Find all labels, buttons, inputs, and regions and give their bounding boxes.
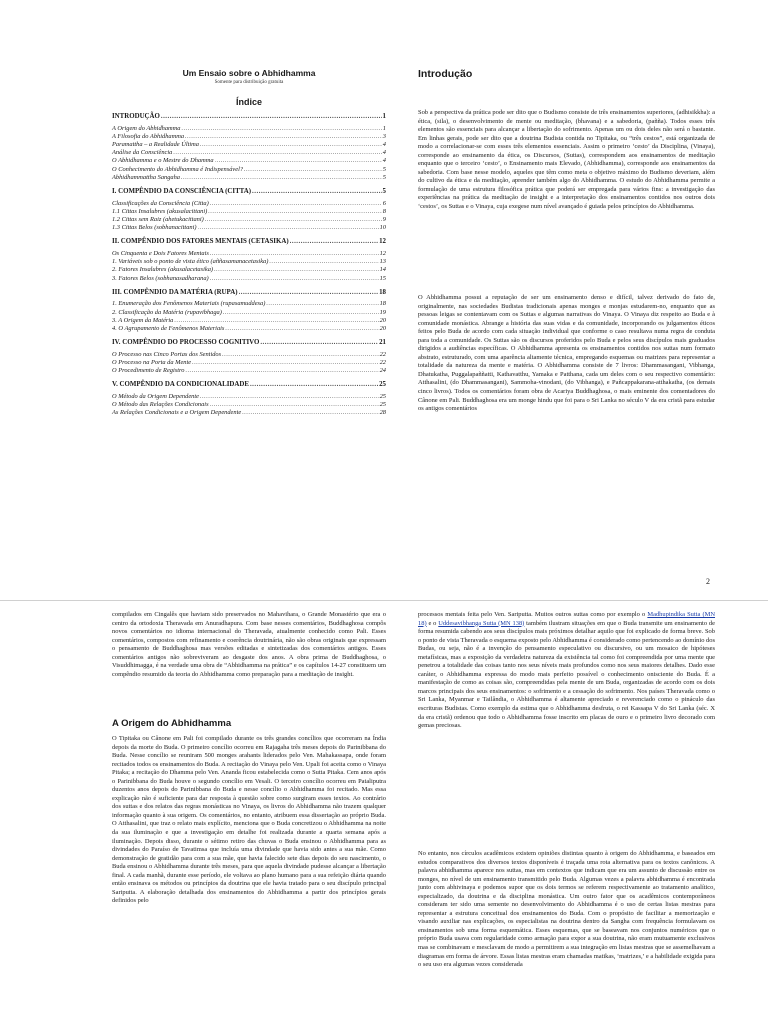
toc-entry-label: 3. Fatores Belos (sobhanasadharana) <box>112 274 209 282</box>
toc-leader-dots <box>185 133 382 141</box>
toc-entry[interactable] <box>112 250 386 258</box>
toc-entry-page: 9 <box>382 216 386 224</box>
toc-entry-page: 20 <box>379 325 386 333</box>
toc-entry[interactable] <box>112 157 386 165</box>
toc-leader-dots <box>250 381 378 390</box>
toc-entry[interactable] <box>112 381 386 390</box>
toc-entry-label: Classificações da Consciência (Citta) <box>112 199 209 207</box>
toc-leader-dots <box>210 250 379 258</box>
toc-entry-page: 4 <box>382 141 386 148</box>
table-of-contents <box>112 113 386 418</box>
toc-leader-dots <box>198 224 379 232</box>
toc-entry[interactable] <box>112 166 386 174</box>
sutta-link-mn18[interactable]: Madhupindika Sutta (MN 18) <box>418 611 716 627</box>
toc-entry-label: A Origem do Abhidhamma <box>112 124 181 132</box>
toc-entry-label: 3. A Origem da Matéria <box>112 316 174 324</box>
toc-entry[interactable] <box>112 367 386 375</box>
toc-leader-dots <box>181 125 381 133</box>
toc-leader-dots <box>210 275 379 283</box>
toc-entry-page: 25 <box>379 393 386 401</box>
toc-entry-label: 2. Classificação da Matéria (rupavibhaga) <box>112 308 222 316</box>
toc-entry-page: 6 <box>382 199 386 207</box>
toc-leader-dots <box>242 409 378 417</box>
toc-leader-dots <box>215 157 382 165</box>
toc-leader-dots <box>222 351 378 359</box>
toc-entry-page: 8 <box>382 207 386 215</box>
toc-entry[interactable] <box>112 266 386 274</box>
toc-leader-dots <box>239 289 379 298</box>
toc-entry-label: III. COMPÊNDIO DA MATÉRIA (RUPA) <box>112 288 238 296</box>
toc-entry-label: 1. Enumeração dos Fenômenos Materiais (rupasamuddesa) <box>112 300 266 308</box>
toc-entry-label: O Método da Origem Dependente <box>112 393 199 401</box>
paragraph-text: e o <box>426 619 439 627</box>
toc-entry-label: 2. Fatores Insalubres (akusalacetasika) <box>112 266 214 274</box>
toc-entry-label: A Filosofia do Abhidhamma <box>112 132 185 140</box>
toc-entry-page: 15 <box>379 274 386 282</box>
toc-entry-page: 12 <box>379 238 386 246</box>
section-heading: A Origem do Abhidhamma <box>112 718 232 729</box>
toc-entry-label: O Procedimento de Registro <box>112 367 185 375</box>
toc-entry[interactable] <box>112 300 386 308</box>
toc-entry-label: O Processo na Porta da Mente <box>112 359 192 367</box>
toc-entry-label: O Abhidhamma e o Mestre do Dhamma <box>112 157 214 165</box>
toc-entry[interactable] <box>112 393 386 401</box>
toc-entry[interactable] <box>112 409 386 417</box>
toc-entry-page: 5 <box>382 173 386 181</box>
toc-entry[interactable] <box>112 401 386 409</box>
toc-entry-page: 18 <box>379 288 386 296</box>
toc-leader-dots <box>210 401 379 409</box>
toc-entry-page: 24 <box>379 367 386 375</box>
toc-entry[interactable] <box>112 208 386 216</box>
toc-entry[interactable] <box>112 200 386 208</box>
toc-entry[interactable] <box>112 174 386 182</box>
body-paragraph: O Tipitaka ou Cânone em Pali foi compilado durante os três grandes concílios que ocorreram na Índia depois da morte do Buda. O primeiro concílio ocorreu em Rajagaha três meses depois do Parinibbana do Buda. Nesse concílio se reuniram 500 monges arahants liderados pelo Ven. Mahakassapa, onde foram recitados todos os ensinamentos do Buda. A recitação do Vinaya pelo Ven. Upali foi aceita como o Vinaya Pitaka; a recitação do Dhamma pelo Ven. Ananda ficou estabelecida como o Sutta Pitaka. Cem anos após o Parinibbana do Buda houve o segundo concílio em Vesali. O terceiro concílio ocorreu em Pataliputra duzentos anos depois do Parinibbana do Buda e nesse concílio o Abhidhamma foi recitado. Mas essa explicação não é suficiente para dar resposta à questão sobre como surgiram esses textos. Ao contrário dos suttas e dos relatos das regras monásticas no Vinaya, os livros do Abhidhamma não trazem qualquer informação quanto à sua origem. Os comentários, no entanto, atribuem essa dissertação ao próprio Buda. O Atthasalini, que traz o relato mais explícito, menciona que o Buda concretizou o Abhidhamma na noite da sua iluminação e que a investigação em detalhe foi realizada durante a quarta semana após a iluminação. Depois disso, durante o sétimo retiro das chuvas o Buda ensinou o Abhidhamma para as divindades do Paraíso de Tavatimsa que incluía uma divindade que havia sido antes a sua mãe. Como demonstração de gratidão para com a sua mãe, que havia falecido sete dias depois do seu nascimento, o Buda ensinou o Abhidhamma durante três meses, para que aquela divindade pudesse alcançar a libertação final. A cada manhã, durante esse período, ele voltava ao plano humano para a sua refeição diária quando então ensinava os métodos ou princípios da doutrina que ele havia tratado para o seu discípulo principal Sariputta. A elaboração detalhada dos ensinamentos do Abhidhamma a partir dos princípios gerais definidos pelo <box>112 735 386 905</box>
toc-leader-dots <box>185 367 378 375</box>
toc-entry-page: 22 <box>379 350 386 358</box>
toc-entry-page: 25 <box>379 401 386 409</box>
toc-leader-dots <box>269 258 378 266</box>
toc-entry-label: 4. O Agrupamento de Fenômenos Materiais <box>112 325 225 333</box>
toc-entry-page: 19 <box>379 308 386 316</box>
toc-entry-label: O Conhecimento do Abhidhamma é Indispensável? <box>112 165 244 173</box>
toc-entry-label: O Método das Relações Condicionais <box>112 401 209 409</box>
toc-entry-label: 1.1 Cittas Insalubres (akusalacittani) <box>112 207 208 215</box>
introduction-heading: Introdução <box>418 68 473 80</box>
toc-entry[interactable] <box>112 133 386 141</box>
toc-entry-page: 20 <box>379 316 386 324</box>
toc-entry-label: O Processo nas Cinco Portas dos Sentidos <box>112 350 222 358</box>
toc-entry[interactable] <box>112 149 386 157</box>
toc-entry[interactable] <box>112 317 386 325</box>
toc-entry[interactable] <box>112 325 386 333</box>
toc-leader-dots <box>200 393 379 401</box>
introduction-paragraph: Sob a perspectiva da prática pode ser dito que o Budismo consiste de três ensinamentos superiores, (adhisikkha): a ética, (sila), o desenvolvimento de mente ou meditação, (bhavana) e a sabedoria, (pañña). Todos esses três elementos são essenciais para alcançar a libertação do sofrimento. Apenas um ou dois deles não será o bastante. Em linhas gerais, pode ser dito que a doutrina Budista contida no Tipitaka, ou “três cestos”, está organizada de modo a correlacionar-se com esses três elementos essenciais. Assim o primeiro ‘cesto’ da Disciplina, (Vinaya), corresponde ao ensinamento da ética, os Discursos, (Suttas), correspondem aos ensinamentos de meditação enquanto que o terceiro ‘cesto’, o Ensinamento mais Elevado, (Abhidhamma), corresponde aos ensinamentos da sabedoria. Com base nesse modelo, aqueles que têm como meta o objetivo máximo do Budismo deveriam, além do cultivo da ética e da meditação, aprender também algo do Abhidhamma. O estudo do Abhidhamma permite a formulação de uma estrutura filosófica prática que poderá ser empregada para vários fins: a investigação das experiências na prática da meditação de insight e a interpretação dos ensinamentos contidos nos outros dois ‘cestos’, os Suttas e o Vinaya, cuja exegese num nível avançado é guiada pelos princípios do Abhidhamma. <box>418 109 715 211</box>
body-paragraph: compilados em Cingalês que haviam sido preservados no Mahavihara, o Grande Monastério que era o centro da ortodoxia Theravada em Anuradhapura. Com base nesses comentários, Buddhaghosa compôs novos comentários no idioma internacional do Theravada, atualmente conhecido como Pali. Esses comentários, compostos com refinamento e coerência doutrinária, não são obras originais que expressam o pensamento de Buddhaghosa mas versões editadas e sintetizadas dos comentários antigos. Esses comentários antigos não sobreviveram ao desgaste dos anos. A obra prima de Buddhaghosa, o Visuddhimagga, é na verdade uma obra de “Abhidhamma na prática” e os capítulos 14-27 constituem um compêndio resumido da teoria do Abhidhamma como preparação para a meditação de insight. <box>112 611 386 678</box>
toc-entry[interactable] <box>112 216 386 224</box>
toc-entry-page: 13 <box>379 258 386 266</box>
toc-leader-dots <box>174 317 378 325</box>
toc-leader-dots <box>252 188 382 197</box>
paragraph-text: também ilustram situações em que o Buda transmite um ensinamento de forma resumida cabendo aos seus discípulos mais próximos detalhar aquilo que foi explicado de forma breve. Sob o ponto de vista Theravada o esquema exposto pelo Abhidhamma é considerado como pertencendo ao domínio dos Budas, ou seja, não é a invenção do pensamento especulativo ou discursivo, ou um mosaico de hipóteses metafísicas, mas a exposição da verdadeira natureza da existência tal como foi compreendida por uma mente que penetrou a totalidade das coisas tanto nos seus níveis mais profundos como nos seus maiores detalhes. Dado esse caráter, o Abhidhamma expressa do modo mais perfeito possível o conhecimento onisciente do Buda. É a manifestação de como as coisas são, compreendidas pela mente de um Buda, organizadas de acordo com os dois marcos principais dos seus ensinamentos: o sofrimento e a cessação do sofrimento. Nos países Theravada como o Sri Lanka, Myanmar e Tailândia, o Abhidhamma é altamente apreciado e reverenciado como o pináculo das escrituras Budistas. Como exemplo da estima que o Abhidhamma desfruta, o rei Kassapa V do Sri Lanka (séc. X da era cristã) ordenou que todo o Abhidhamma fosse inscrito em placas de ouro e o primeiro livro decorado com gemas preciosas. <box>418 619 715 730</box>
toc-entry-label: IV. COMPÊNDIO DO PROCESSO COGNITIVO <box>112 339 260 347</box>
toc-leader-dots <box>192 359 379 367</box>
sutta-link-mn138[interactable]: Uddesavibhanga Sutta (MN 138) <box>438 619 525 627</box>
paragraph-text: processos mentais feita pelo Ven. Sariputta. Muitos outros suttas como por exemplo o <box>418 611 648 618</box>
toc-entry-label: 1.2 Cittas sem Raiz (ahetukacittani) <box>112 216 204 224</box>
toc-leader-dots <box>244 166 382 174</box>
toc-entry[interactable] <box>112 238 386 247</box>
toc-entry-page: 1 <box>382 124 386 132</box>
toc-entry-page: 28 <box>379 409 386 417</box>
toc-leader-dots <box>225 325 378 333</box>
body-paragraph: No entanto, nos círculos acadêmicos existem opiniões distintas quanto à origem do Abhidhamma, e baseados em estudos comparativos dos diversos textos disponíveis é traçada uma rota alternativa para os textos canônicos. A palavra abhidhamma aparece nos suttas, mas em contextos que indicam que era um assunto de discussão entre os monges, no nível de um ensinamento transmitido pelo Buda. Algumas vezes a palavra abhidhamma é encontrada junto com abhivinaya e podemos supor que os dois termos se referem respectivamente ao tratamento analítico, especializado, da doutrina e da disciplina monástica. Um outro fator que os acadêmicos contemporâneos consideram ter sido uma semente no desenvolvimento do Abhidhamma é o uso de certas listas mestras para representar a estrutura conceitual dos ensinamentos do Buda. Com o propósito de facilitar a memorização e visando auxiliar nas explicações, os especialistas na doutrina dentro da Sangha com frequência formulavam os ensinamentos sob uma forma esquemática. Esses esquemas, que se baseavam nos conjuntos numéricos que o próprio Buda usava com regularidade como armação para expor a sua doutrina, não eram mutuamente exclusivos mas se combinavam e mesclavam de modo a permitirem a sua integração em listas mestras que se assemelhavam a diagramas em forma de árvore. Essas listas mestras eram chamadas matikas, ‘matrizes,’ e a habilidade exigida para o seu uso era algumas vezes considerada <box>418 850 715 969</box>
toc-leader-dots <box>173 149 381 157</box>
toc-leader-dots <box>181 174 382 182</box>
toc-entry-label: V. COMPÊNDIO DA CONDICIONALIDADE <box>112 381 249 389</box>
toc-entry-label: Os Cinquenta e Dois Fatores Mentais <box>112 250 209 258</box>
toc-leader-dots <box>200 141 382 149</box>
toc-entry[interactable] <box>112 289 386 298</box>
toc-entry-page: 18 <box>379 300 386 308</box>
toc-entry-label: II. COMPÊNDIO DOS FATORES MENTAIS (CETASIKA) <box>112 238 289 246</box>
toc-entry[interactable] <box>112 275 386 283</box>
toc-entry-page: 22 <box>379 359 386 367</box>
document-title: Um Ensaio sobre o Abhidhamma <box>182 68 316 78</box>
body-paragraph <box>418 611 715 731</box>
toc-leader-dots <box>223 309 379 317</box>
toc-entry[interactable] <box>112 309 386 317</box>
toc-entry-page: 21 <box>379 339 386 347</box>
toc-entry-page: 12 <box>379 250 386 258</box>
toc-leader-dots <box>266 300 378 308</box>
toc-entry[interactable] <box>112 359 386 367</box>
page-number: 2 <box>706 577 710 586</box>
toc-leader-dots <box>205 216 382 224</box>
toc-entry-label: As Relações Condicionais e a Origem Dependente <box>112 409 242 417</box>
toc-entry-page: 5 <box>382 165 386 173</box>
toc-leader-dots <box>161 113 382 122</box>
toc-entry[interactable] <box>112 339 386 348</box>
toc-entry-page: 4 <box>382 157 386 165</box>
toc-entry-label: 1.3 Cittas Belos (sobhanacittani) <box>112 224 197 232</box>
toc-leader-dots <box>210 200 382 208</box>
toc-leader-dots <box>290 238 378 247</box>
toc-entry-label: I. COMPÊNDIO DA CONSCIÊNCIA (CITTA) <box>112 188 252 196</box>
toc-entry-label: Abhidhammattha Sangaha <box>112 173 180 181</box>
toc-entry-page: 3 <box>382 132 386 140</box>
toc-leader-dots <box>208 208 382 216</box>
toc-entry[interactable] <box>112 351 386 359</box>
toc-entry[interactable] <box>112 224 386 232</box>
introduction-paragraph: O Abhidhamma possui a reputação de ser um ensinamento denso e difícil, talvez derivado do fato de, originalmente, nas sociedades Budistas tradicionais apenas monges e monjas estudarem-no, enquanto que as pessoas leigas se contentavam com os Suttas e algumas narrativas do Vinaya. O Vinaya diz respeito ao Buda e à comunidade monástica. Abrange a história das suas vidas e da comunidade, incorporando os julgamentos éticos feitos pelo Buda de acordo com cada situação individual que conforme o caso resultava numa regra de conduta para toda a comunidade. Os Suttas são os discursos proferidos pelo Buda e pelos seus discípulos mais graduados dirigidos a audiências específicas. O Abhidhamma apresenta os ensinamentos contidos nos suttas num formato abstrato, estruturado, com uma aparência altamente técnica, empregando esquemas ou matrizes para representar a totalidade da natureza da mente e matéria. O Abhidhamma consiste de 7 livros: Dhammasangani, Vibhanga, Dhatukatha, Puggalapaññatti, Kathavatthu, Yamaka e Patthana, cada um deles com o seu respectivo comentário: Atthasalini, (do Dhammasangani), Sammoha-vinodani, (do Vibhanga), e Pañcappakarana-atthakatha, (os demais cinco livros). Todos os comentários foram obra de Acariya Buddhaghosa, o mais eminente dos comentadores do Cânone em Pali. Buddhaghosa era um monge hindu que foi para o Sri Lanka no século V da era cristã para estudar os antigos comentários <box>418 294 715 413</box>
document-page-2 <box>0 601 768 1024</box>
toc-entry[interactable] <box>112 258 386 266</box>
toc-leader-dots <box>260 339 378 348</box>
toc-entry-page: 1 <box>382 113 386 120</box>
toc-entry-page: 14 <box>379 266 386 274</box>
toc-entry-page: 4 <box>382 149 386 157</box>
toc-entry[interactable] <box>112 188 386 197</box>
toc-entry-label: 1. Variáveis sob o ponto de vista ético (aññasamanacetasika) <box>112 258 269 266</box>
toc-leader-dots <box>214 266 379 274</box>
toc-entry-label: INTRODUÇÃO <box>112 113 160 120</box>
table-of-contents-heading: Índice <box>235 97 262 107</box>
document-subtitle: Somente para distribuição gratuita <box>214 80 284 85</box>
toc-entry-page: 5 <box>382 188 386 196</box>
toc-entry-label: Análise da Consciência <box>112 149 173 157</box>
toc-entry[interactable] <box>112 141 386 149</box>
toc-entry[interactable] <box>112 125 386 133</box>
toc-entry[interactable] <box>112 113 386 122</box>
toc-entry-page: 10 <box>379 224 386 232</box>
toc-entry-page: 25 <box>379 381 386 389</box>
toc-entry-label: Paramattha – a Realidade Última <box>112 141 199 148</box>
